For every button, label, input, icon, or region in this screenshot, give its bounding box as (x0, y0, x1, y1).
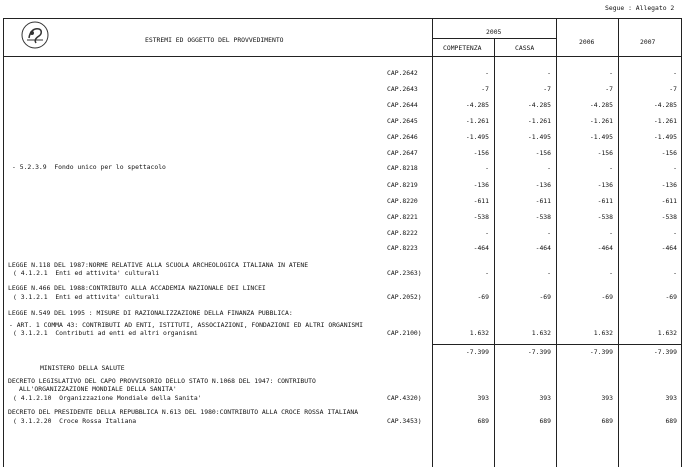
cap-code: CAP.2645 (387, 117, 418, 125)
cassa-value: - (547, 164, 551, 172)
value-2006: -611 (597, 197, 613, 205)
competenza-value: -611 (473, 197, 489, 205)
cassa-value: -156 (535, 149, 551, 157)
competenza-value: -7.399 (465, 348, 489, 356)
value-2007: - (673, 229, 677, 237)
segue-label: Segue : Allegato 2 (605, 4, 675, 12)
competenza-value: -1.495 (465, 133, 489, 141)
year-2005-label: 2005 (486, 28, 502, 36)
value-2007: 393 (665, 394, 677, 402)
cassa-value: -4.285 (527, 101, 551, 109)
dlgs-title: DECRETO LEGISLATIVO DEL CAPO PROVVISORIO DELLO STATO N.1068 DEL 1947: CONTRIBUTO (8, 377, 316, 385)
cap-code: CAP.2643 (387, 85, 418, 93)
legge-118-subtitle: ( 4.1.2.1 Enti ed attivita' culturali (13, 269, 160, 277)
cap-code: CAP.8223 (387, 244, 418, 252)
cap-code: CAP.2646 (387, 133, 418, 141)
value-2006: -156 (597, 149, 613, 157)
value-2007: -611 (661, 197, 677, 205)
table-top-border (3, 18, 682, 19)
cassa-value: - (547, 269, 551, 277)
value-2007: -7.399 (653, 348, 677, 356)
emblem-icon (20, 20, 50, 50)
legge-466-title: LEGGE N.466 DEL 1988:CONTRIBUTO ALLA ACCADEMIA NAZIONALE DEI LINCEI (8, 284, 266, 292)
value-2007: 1.632 (657, 329, 677, 337)
page-title: ESTREMI ED OGGETTO DEL PROVVEDIMENTO (145, 36, 284, 44)
cassa-value: -7 (543, 85, 551, 93)
cassa-value: -1.261 (527, 117, 551, 125)
value-2006: 1.632 (593, 329, 613, 337)
value-2006: -7 (605, 85, 613, 93)
cassa-value: -611 (535, 197, 551, 205)
cap-code: CAP.2647 (387, 149, 418, 157)
competenza-label: COMPETENZA (443, 44, 482, 52)
value-2006: - (609, 269, 613, 277)
value-2006: - (609, 164, 613, 172)
cassa-value: -69 (539, 293, 551, 301)
cassa-label: CASSA (515, 44, 535, 52)
value-2006: -464 (597, 244, 613, 252)
competenza-value: -464 (473, 244, 489, 252)
value-2007: -4.285 (653, 101, 677, 109)
cap-code: CAP.4320) (387, 394, 422, 402)
value-2007: -538 (661, 213, 677, 221)
competenza-value: - (485, 69, 489, 77)
col-divider-competenza (432, 18, 433, 467)
value-2006: - (609, 69, 613, 77)
col-divider-cassa (494, 38, 495, 467)
value-2006: -538 (597, 213, 613, 221)
col-divider-2007 (618, 18, 619, 467)
competenza-value: -156 (473, 149, 489, 157)
competenza-value: -136 (473, 181, 489, 189)
cap-code: CAP.8222 (387, 229, 418, 237)
cassa-value: - (547, 69, 551, 77)
cap-code: CAP.3453) (387, 417, 422, 425)
value-2007: - (673, 269, 677, 277)
value-2006: -4.285 (589, 101, 613, 109)
cap-code: CAP.8219 (387, 181, 418, 189)
cap-code: CAP.2363) (387, 269, 422, 277)
cassa-value: - (547, 229, 551, 237)
dlgs-subtitle: ( 4.1.2.10 Organizzazione Mondiale della Sanita' (13, 394, 202, 402)
table-right-border (681, 18, 682, 467)
cassa-value: -7.399 (527, 348, 551, 356)
year-2007-label: 2007 (640, 38, 656, 46)
cap-code: CAP.8220 (387, 197, 418, 205)
legge-118-title: LEGGE N.118 DEL 1987:NORME RELATIVE ALLA SCUOLA ARCHEOLOGICA ITALIANA IN ATENE (8, 261, 309, 269)
col-divider-2006 (556, 18, 557, 467)
cap-code: CAP.2644 (387, 101, 418, 109)
value-2006: -69 (601, 293, 613, 301)
table-left-border (3, 18, 4, 467)
cassa-value: 393 (539, 394, 551, 402)
cap-code: CAP.8221 (387, 213, 418, 221)
art1-subtitle: ( 3.1.2.1 Contributi ad enti ed altri organismi (13, 329, 198, 337)
value-2007: -7 (669, 85, 677, 93)
competenza-value: -7 (481, 85, 489, 93)
competenza-value: 1.632 (469, 329, 489, 337)
value-2007: -1.261 (653, 117, 677, 125)
competenza-value: -4.285 (465, 101, 489, 109)
legge-549-title: LEGGE N.549 DEL 1995 : MISURE DI RAZIONALIZZAZIONE DELLA FINANZA PUBBLICA: (8, 309, 293, 317)
value-2007: -136 (661, 181, 677, 189)
competenza-value: -69 (477, 293, 489, 301)
value-2006: 393 (601, 394, 613, 402)
value-2006: - (609, 229, 613, 237)
cap-code: CAP.2642 (387, 69, 418, 77)
value-2007: -69 (665, 293, 677, 301)
dpr-title: DECRETO DEL PRESIDENTE DELLA REPUBBLICA N.613 DEL 1980:CONTRIBUTO ALLA CROCE ROSSA ITALIANA (8, 408, 359, 416)
value-2007: 689 (665, 417, 677, 425)
value-2006: -136 (597, 181, 613, 189)
value-2007: -1.495 (653, 133, 677, 141)
competenza-value: - (485, 164, 489, 172)
cap-code: CAP.2052) (387, 293, 422, 301)
cassa-value: -464 (535, 244, 551, 252)
competenza-value: - (485, 229, 489, 237)
cassa-value: 1.632 (531, 329, 551, 337)
cap-code: CAP.8218 (387, 164, 418, 172)
total-separator-line (432, 344, 681, 345)
fondo-spettacolo-text: - 5.2.3.9 Fondo unico per lo spettacolo (12, 163, 166, 171)
cassa-value: 689 (539, 417, 551, 425)
cassa-value: -136 (535, 181, 551, 189)
cap-code: CAP.2100) (387, 329, 422, 337)
competenza-value: 393 (477, 394, 489, 402)
value-2006: -1.495 (589, 133, 613, 141)
dlgs-title-continued: ALL'ORGANIZZAZIONE MONDIALE DELLA SANITA' (19, 385, 177, 393)
value-2006: -7.399 (589, 348, 613, 356)
value-2007: -464 (661, 244, 677, 252)
ministero-salute-heading: MINISTERO DELLA SALUTE (40, 364, 125, 372)
value-2007: - (673, 164, 677, 172)
year-2006-label: 2006 (579, 38, 595, 46)
art1-title: - ART. 1 COMMA 43: CONTRIBUTI AD ENTI, ISTITUTI, ASSOCIAZIONI, FONDAZIONI ED ALTRI ORGANISMI (9, 321, 363, 329)
value-2006: 689 (601, 417, 613, 425)
header-bottom-border (3, 56, 682, 57)
competenza-value: 689 (477, 417, 489, 425)
competenza-value: -1.261 (465, 117, 489, 125)
value-2007: - (673, 69, 677, 77)
dpr-subtitle: ( 3.1.2.20 Croce Rossa Italiana (13, 417, 137, 425)
cassa-value: -1.495 (527, 133, 551, 141)
value-2007: -156 (661, 149, 677, 157)
cassa-value: -538 (535, 213, 551, 221)
competenza-value: - (485, 269, 489, 277)
legge-466-subtitle: ( 3.1.2.1 Enti ed attivita' culturali (13, 293, 160, 301)
competenza-value: -538 (473, 213, 489, 221)
value-2006: -1.261 (589, 117, 613, 125)
